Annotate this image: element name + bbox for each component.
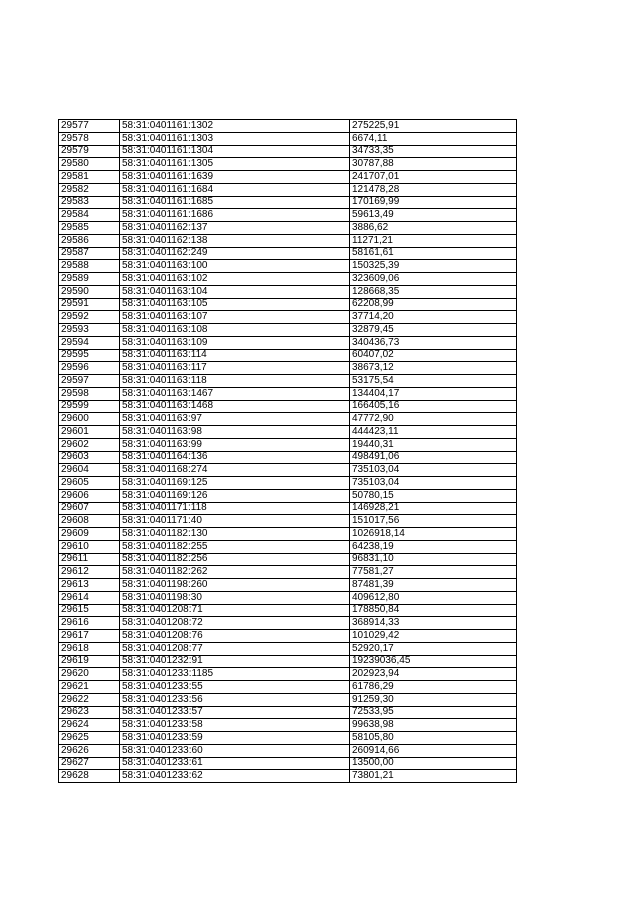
table-row xyxy=(59,540,517,553)
cadastral-number-cell: 58:31:0401208:71 xyxy=(120,604,350,617)
table-row xyxy=(59,553,517,566)
table-row xyxy=(59,362,517,375)
row-id-cell: 29581 xyxy=(59,171,120,184)
cadastral-number-cell: 58:31:0401198:30 xyxy=(120,591,350,604)
table-row xyxy=(59,630,517,643)
row-id-cell: 29624 xyxy=(59,719,120,732)
table-row xyxy=(59,591,517,604)
cadastral-number-cell: 58:31:0401233:59 xyxy=(120,732,350,745)
value-cell: 498491,06 xyxy=(350,451,517,464)
cadastral-value-table xyxy=(58,119,517,783)
table-row xyxy=(59,502,517,515)
row-id-cell: 29599 xyxy=(59,400,120,413)
value-cell: 59613,49 xyxy=(350,209,517,222)
table-row xyxy=(59,477,517,490)
table-row xyxy=(59,158,517,171)
value-cell: 409612,80 xyxy=(350,591,517,604)
row-id-cell: 29597 xyxy=(59,375,120,388)
row-id-cell: 29611 xyxy=(59,553,120,566)
value-cell: 72533,95 xyxy=(350,706,517,719)
row-id-cell: 29615 xyxy=(59,604,120,617)
value-cell: 146928,21 xyxy=(350,502,517,515)
table-row xyxy=(59,770,517,783)
cadastral-number-cell: 58:31:0401163:109 xyxy=(120,336,350,349)
table-row xyxy=(59,324,517,337)
cadastral-number-cell: 58:31:0401169:126 xyxy=(120,489,350,502)
row-id-cell: 29595 xyxy=(59,349,120,362)
table-row xyxy=(59,132,517,145)
table-row xyxy=(59,681,517,694)
row-id-cell: 29578 xyxy=(59,132,120,145)
row-id-cell: 29580 xyxy=(59,158,120,171)
table-row xyxy=(59,655,517,668)
table-row xyxy=(59,489,517,502)
cadastral-number-cell: 58:31:0401163:102 xyxy=(120,273,350,286)
row-id-cell: 29590 xyxy=(59,285,120,298)
row-id-cell: 29579 xyxy=(59,145,120,158)
row-id-cell: 29625 xyxy=(59,732,120,745)
cadastral-number-cell: 58:31:0401163:114 xyxy=(120,349,350,362)
table-row xyxy=(59,668,517,681)
row-id-cell: 29610 xyxy=(59,540,120,553)
row-id-cell: 29609 xyxy=(59,528,120,541)
value-cell: 11271,21 xyxy=(350,234,517,247)
value-cell: 53175,54 xyxy=(350,375,517,388)
table-row xyxy=(59,298,517,311)
cadastral-number-cell: 58:31:0401163:104 xyxy=(120,285,350,298)
table-row xyxy=(59,566,517,579)
cadastral-number-cell: 58:31:0401161:1303 xyxy=(120,132,350,145)
cadastral-number-cell: 58:31:0401233:55 xyxy=(120,681,350,694)
table-row xyxy=(59,183,517,196)
row-id-cell: 29587 xyxy=(59,247,120,260)
row-id-cell: 29598 xyxy=(59,387,120,400)
cadastral-number-cell: 58:31:0401161:1304 xyxy=(120,145,350,158)
row-id-cell: 29618 xyxy=(59,642,120,655)
table-row xyxy=(59,426,517,439)
value-cell: 52920,17 xyxy=(350,642,517,655)
table-row xyxy=(59,757,517,770)
value-cell: 60407,02 xyxy=(350,349,517,362)
table-row xyxy=(59,222,517,235)
row-id-cell: 29594 xyxy=(59,336,120,349)
cadastral-number-cell: 58:31:0401163:105 xyxy=(120,298,350,311)
cadastral-number-cell: 58:31:0401232:91 xyxy=(120,655,350,668)
cadastral-number-cell: 58:31:0401208:72 xyxy=(120,617,350,630)
row-id-cell: 29613 xyxy=(59,579,120,592)
value-cell: 151017,56 xyxy=(350,515,517,528)
cadastral-number-cell: 58:31:0401198:260 xyxy=(120,579,350,592)
row-id-cell: 29585 xyxy=(59,222,120,235)
table-row xyxy=(59,719,517,732)
table-row xyxy=(59,693,517,706)
table-row xyxy=(59,451,517,464)
row-id-cell: 29616 xyxy=(59,617,120,630)
cadastral-number-cell: 58:31:0401182:130 xyxy=(120,528,350,541)
value-cell: 77581,27 xyxy=(350,566,517,579)
row-id-cell: 29603 xyxy=(59,451,120,464)
table-row xyxy=(59,196,517,209)
table-row xyxy=(59,464,517,477)
row-id-cell: 29588 xyxy=(59,260,120,273)
value-cell: 62208,99 xyxy=(350,298,517,311)
table-row xyxy=(59,120,517,133)
row-id-cell: 29626 xyxy=(59,744,120,757)
value-cell: 202923,94 xyxy=(350,668,517,681)
row-id-cell: 29591 xyxy=(59,298,120,311)
cadastral-number-cell: 58:31:0401233:62 xyxy=(120,770,350,783)
table-row xyxy=(59,375,517,388)
value-cell: 340436,73 xyxy=(350,336,517,349)
row-id-cell: 29589 xyxy=(59,273,120,286)
cadastral-number-cell: 58:31:0401233:58 xyxy=(120,719,350,732)
row-id-cell: 29606 xyxy=(59,489,120,502)
row-id-cell: 29577 xyxy=(59,120,120,133)
value-cell: 3886,62 xyxy=(350,222,517,235)
table-row xyxy=(59,260,517,273)
table-row xyxy=(59,234,517,247)
table-row xyxy=(59,336,517,349)
cadastral-number-cell: 58:31:0401162:138 xyxy=(120,234,350,247)
cadastral-number-cell: 58:31:0401208:76 xyxy=(120,630,350,643)
cadastral-number-cell: 58:31:0401161:1305 xyxy=(120,158,350,171)
cadastral-number-cell: 58:31:0401161:1685 xyxy=(120,196,350,209)
table-row xyxy=(59,642,517,655)
value-cell: 1026918,14 xyxy=(350,528,517,541)
row-id-cell: 29628 xyxy=(59,770,120,783)
table-body xyxy=(59,120,517,783)
table-row xyxy=(59,604,517,617)
table-row xyxy=(59,400,517,413)
cadastral-number-cell: 58:31:0401163:107 xyxy=(120,311,350,324)
value-cell: 735103,04 xyxy=(350,464,517,477)
cadastral-number-cell: 58:31:0401182:255 xyxy=(120,540,350,553)
row-id-cell: 29620 xyxy=(59,668,120,681)
table-row xyxy=(59,617,517,630)
table-row xyxy=(59,744,517,757)
value-cell: 99638,98 xyxy=(350,719,517,732)
value-cell: 64238,19 xyxy=(350,540,517,553)
table-row xyxy=(59,209,517,222)
cadastral-number-cell: 58:31:0401163:1467 xyxy=(120,387,350,400)
value-cell: 58161,61 xyxy=(350,247,517,260)
value-cell: 19440,31 xyxy=(350,438,517,451)
row-id-cell: 29586 xyxy=(59,234,120,247)
cadastral-number-cell: 58:31:0401163:97 xyxy=(120,413,350,426)
table-row xyxy=(59,145,517,158)
value-cell: 87481,39 xyxy=(350,579,517,592)
table-row xyxy=(59,706,517,719)
cadastral-number-cell: 58:31:0401233:1185 xyxy=(120,668,350,681)
cadastral-number-cell: 58:31:0401161:1686 xyxy=(120,209,350,222)
cadastral-number-cell: 58:31:0401182:256 xyxy=(120,553,350,566)
table-row xyxy=(59,732,517,745)
cadastral-number-cell: 58:31:0401171:118 xyxy=(120,502,350,515)
value-cell: 13500,00 xyxy=(350,757,517,770)
cadastral-number-cell: 58:31:0401233:61 xyxy=(120,757,350,770)
cadastral-number-cell: 58:31:0401208:77 xyxy=(120,642,350,655)
value-cell: 368914,33 xyxy=(350,617,517,630)
value-cell: 19239036,45 xyxy=(350,655,517,668)
value-cell: 50780,15 xyxy=(350,489,517,502)
row-id-cell: 29582 xyxy=(59,183,120,196)
row-id-cell: 29622 xyxy=(59,693,120,706)
value-cell: 241707,01 xyxy=(350,171,517,184)
cadastral-number-cell: 58:31:0401233:56 xyxy=(120,693,350,706)
table-row xyxy=(59,515,517,528)
value-cell: 444423,11 xyxy=(350,426,517,439)
row-id-cell: 29602 xyxy=(59,438,120,451)
value-cell: 38673,12 xyxy=(350,362,517,375)
value-cell: 47772,90 xyxy=(350,413,517,426)
cadastral-number-cell: 58:31:0401163:118 xyxy=(120,375,350,388)
value-cell: 178850,84 xyxy=(350,604,517,617)
value-cell: 30787,88 xyxy=(350,158,517,171)
row-id-cell: 29627 xyxy=(59,757,120,770)
value-cell: 166405,16 xyxy=(350,400,517,413)
table-row xyxy=(59,438,517,451)
cadastral-number-cell: 58:31:0401161:1684 xyxy=(120,183,350,196)
table-row xyxy=(59,285,517,298)
table-row xyxy=(59,528,517,541)
cadastral-number-cell: 58:31:0401233:57 xyxy=(120,706,350,719)
cadastral-number-cell: 58:31:0401162:137 xyxy=(120,222,350,235)
value-cell: 101029,42 xyxy=(350,630,517,643)
row-id-cell: 29596 xyxy=(59,362,120,375)
table-row xyxy=(59,579,517,592)
value-cell: 58105,80 xyxy=(350,732,517,745)
value-cell: 150325,39 xyxy=(350,260,517,273)
cadastral-number-cell: 58:31:0401171:40 xyxy=(120,515,350,528)
row-id-cell: 29583 xyxy=(59,196,120,209)
value-cell: 91259,30 xyxy=(350,693,517,706)
cadastral-number-cell: 58:31:0401163:117 xyxy=(120,362,350,375)
cadastral-number-cell: 58:31:0401168:274 xyxy=(120,464,350,477)
value-cell: 34733,35 xyxy=(350,145,517,158)
table-row xyxy=(59,273,517,286)
cadastral-number-cell: 58:31:0401163:108 xyxy=(120,324,350,337)
row-id-cell: 29614 xyxy=(59,591,120,604)
value-cell: 32879,45 xyxy=(350,324,517,337)
row-id-cell: 29601 xyxy=(59,426,120,439)
value-cell: 275225,91 xyxy=(350,120,517,133)
cadastral-number-cell: 58:31:0401163:1468 xyxy=(120,400,350,413)
cadastral-number-cell: 58:31:0401163:99 xyxy=(120,438,350,451)
cadastral-number-cell: 58:31:0401161:1302 xyxy=(120,120,350,133)
row-id-cell: 29607 xyxy=(59,502,120,515)
row-id-cell: 29593 xyxy=(59,324,120,337)
value-cell: 121478,28 xyxy=(350,183,517,196)
value-cell: 260914,66 xyxy=(350,744,517,757)
table-row xyxy=(59,349,517,362)
value-cell: 61786,29 xyxy=(350,681,517,694)
value-cell: 323609,06 xyxy=(350,273,517,286)
row-id-cell: 29612 xyxy=(59,566,120,579)
row-id-cell: 29608 xyxy=(59,515,120,528)
row-id-cell: 29584 xyxy=(59,209,120,222)
row-id-cell: 29617 xyxy=(59,630,120,643)
value-cell: 73801,21 xyxy=(350,770,517,783)
row-id-cell: 29600 xyxy=(59,413,120,426)
table-row xyxy=(59,171,517,184)
row-id-cell: 29604 xyxy=(59,464,120,477)
cadastral-number-cell: 58:31:0401182:262 xyxy=(120,566,350,579)
value-cell: 735103,04 xyxy=(350,477,517,490)
cadastral-number-cell: 58:31:0401161:1639 xyxy=(120,171,350,184)
table-row xyxy=(59,311,517,324)
table-row xyxy=(59,247,517,260)
row-id-cell: 29621 xyxy=(59,681,120,694)
cadastral-number-cell: 58:31:0401164:136 xyxy=(120,451,350,464)
value-cell: 6674,11 xyxy=(350,132,517,145)
table-row xyxy=(59,413,517,426)
cadastral-number-cell: 58:31:0401162:249 xyxy=(120,247,350,260)
cadastral-number-cell: 58:31:0401233:60 xyxy=(120,744,350,757)
value-cell: 96831,10 xyxy=(350,553,517,566)
value-cell: 170169,99 xyxy=(350,196,517,209)
row-id-cell: 29592 xyxy=(59,311,120,324)
cadastral-number-cell: 58:31:0401163:100 xyxy=(120,260,350,273)
value-cell: 37714,20 xyxy=(350,311,517,324)
cadastral-number-cell: 58:31:0401163:98 xyxy=(120,426,350,439)
value-cell: 134404,17 xyxy=(350,387,517,400)
row-id-cell: 29619 xyxy=(59,655,120,668)
row-id-cell: 29605 xyxy=(59,477,120,490)
table-row xyxy=(59,387,517,400)
cadastral-number-cell: 58:31:0401169:125 xyxy=(120,477,350,490)
value-cell: 128668,35 xyxy=(350,285,517,298)
row-id-cell: 29623 xyxy=(59,706,120,719)
